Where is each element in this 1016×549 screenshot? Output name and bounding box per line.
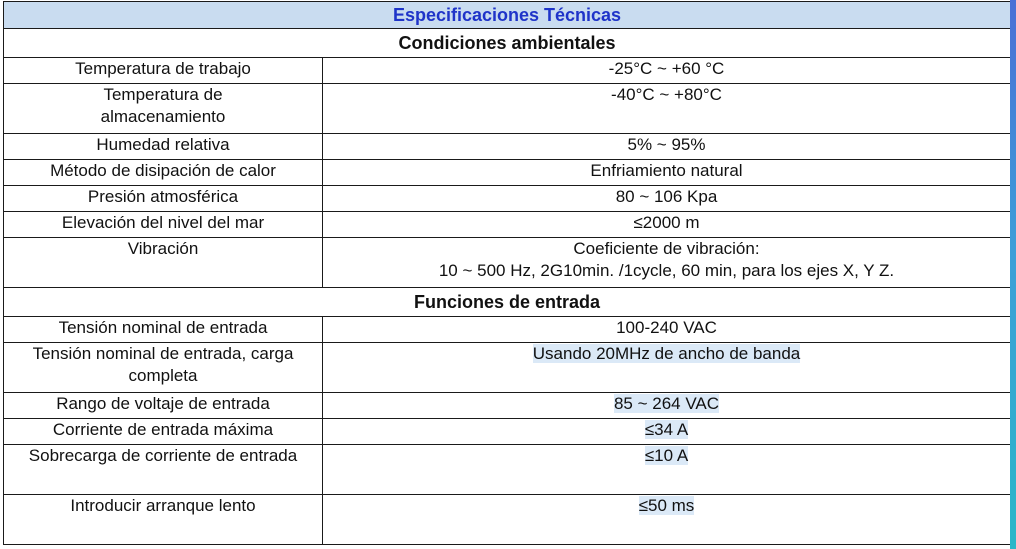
row-value bbox=[323, 343, 1011, 393]
row-label bbox=[4, 445, 323, 495]
table-row bbox=[4, 134, 1011, 160]
row-label: Tensión nominal de entrada bbox=[4, 317, 323, 343]
row-label-text: Temperatura de almacenamiento bbox=[100, 85, 226, 126]
table-row bbox=[4, 238, 1011, 288]
table-row bbox=[4, 343, 1011, 393]
row-value bbox=[323, 445, 1011, 495]
table-row bbox=[4, 58, 1011, 84]
row-value: -25°C ~ +60 °C bbox=[323, 58, 1011, 84]
vibration-line-2: 10 ~ 500 Hz, 2G10min. /1cycle, 60 min, para los ejes X, Y Z. bbox=[438, 261, 895, 280]
table-row bbox=[4, 160, 1011, 186]
section-header-row bbox=[4, 29, 1011, 58]
table-row bbox=[4, 419, 1011, 445]
section-header-row bbox=[4, 288, 1011, 317]
table-title-row bbox=[4, 2, 1011, 29]
highlighted-value: Usando 20MHz de ancho de banda bbox=[532, 344, 801, 363]
row-value: 80 ~ 106 Kpa bbox=[323, 186, 1011, 212]
table-title: Especificaciones Técnicas bbox=[4, 2, 1011, 29]
row-label: Temperatura de trabajo bbox=[4, 58, 323, 84]
row-label-text: Introducir arranque lento bbox=[70, 496, 256, 515]
row-value: -40°C ~ +80°C bbox=[323, 84, 1011, 134]
row-value: Enfriamiento natural bbox=[323, 160, 1011, 186]
row-label: Elevación del nivel del mar bbox=[4, 212, 323, 238]
highlighted-value: 85 ~ 264 VAC bbox=[613, 394, 720, 413]
row-value bbox=[323, 393, 1011, 419]
table-row bbox=[4, 393, 1011, 419]
row-value: 5% ~ 95% bbox=[323, 134, 1011, 160]
row-value bbox=[323, 419, 1011, 445]
vibration-line-1: Coeficiente de vibración: bbox=[573, 239, 760, 258]
row-value bbox=[323, 238, 1011, 288]
row-label bbox=[4, 495, 323, 545]
section-heading-ambientales: Condiciones ambientales bbox=[4, 29, 1011, 58]
row-label: Corriente de entrada máxima bbox=[4, 419, 323, 445]
highlighted-value: ≤50 ms bbox=[638, 496, 695, 515]
highlighted-value: ≤34 A bbox=[644, 420, 689, 439]
row-value: 100-240 VAC bbox=[323, 317, 1011, 343]
window-edge-accent bbox=[1010, 0, 1016, 549]
table-row bbox=[4, 84, 1011, 134]
row-label: Presión atmosférica bbox=[4, 186, 323, 212]
row-label: Rango de voltaje de entrada bbox=[4, 393, 323, 419]
table-row bbox=[4, 317, 1011, 343]
table-row bbox=[4, 445, 1011, 495]
row-value bbox=[323, 495, 1011, 545]
row-label: Humedad relativa bbox=[4, 134, 323, 160]
row-value: ≤2000 m bbox=[323, 212, 1011, 238]
row-label: Vibración bbox=[4, 238, 323, 288]
highlighted-value: ≤10 A bbox=[644, 446, 689, 465]
table-row bbox=[4, 212, 1011, 238]
row-label bbox=[4, 343, 323, 393]
row-label bbox=[4, 84, 323, 134]
table-row bbox=[4, 186, 1011, 212]
row-label: Método de disipación de calor bbox=[4, 160, 323, 186]
row-label-text: Sobrecarga de corriente de entrada bbox=[28, 446, 298, 465]
row-label-text: Tensión nominal de entrada, carga completa bbox=[32, 344, 294, 385]
section-heading-entrada: Funciones de entrada bbox=[4, 288, 1011, 317]
table-row bbox=[4, 495, 1011, 545]
spec-table bbox=[3, 1, 1011, 545]
